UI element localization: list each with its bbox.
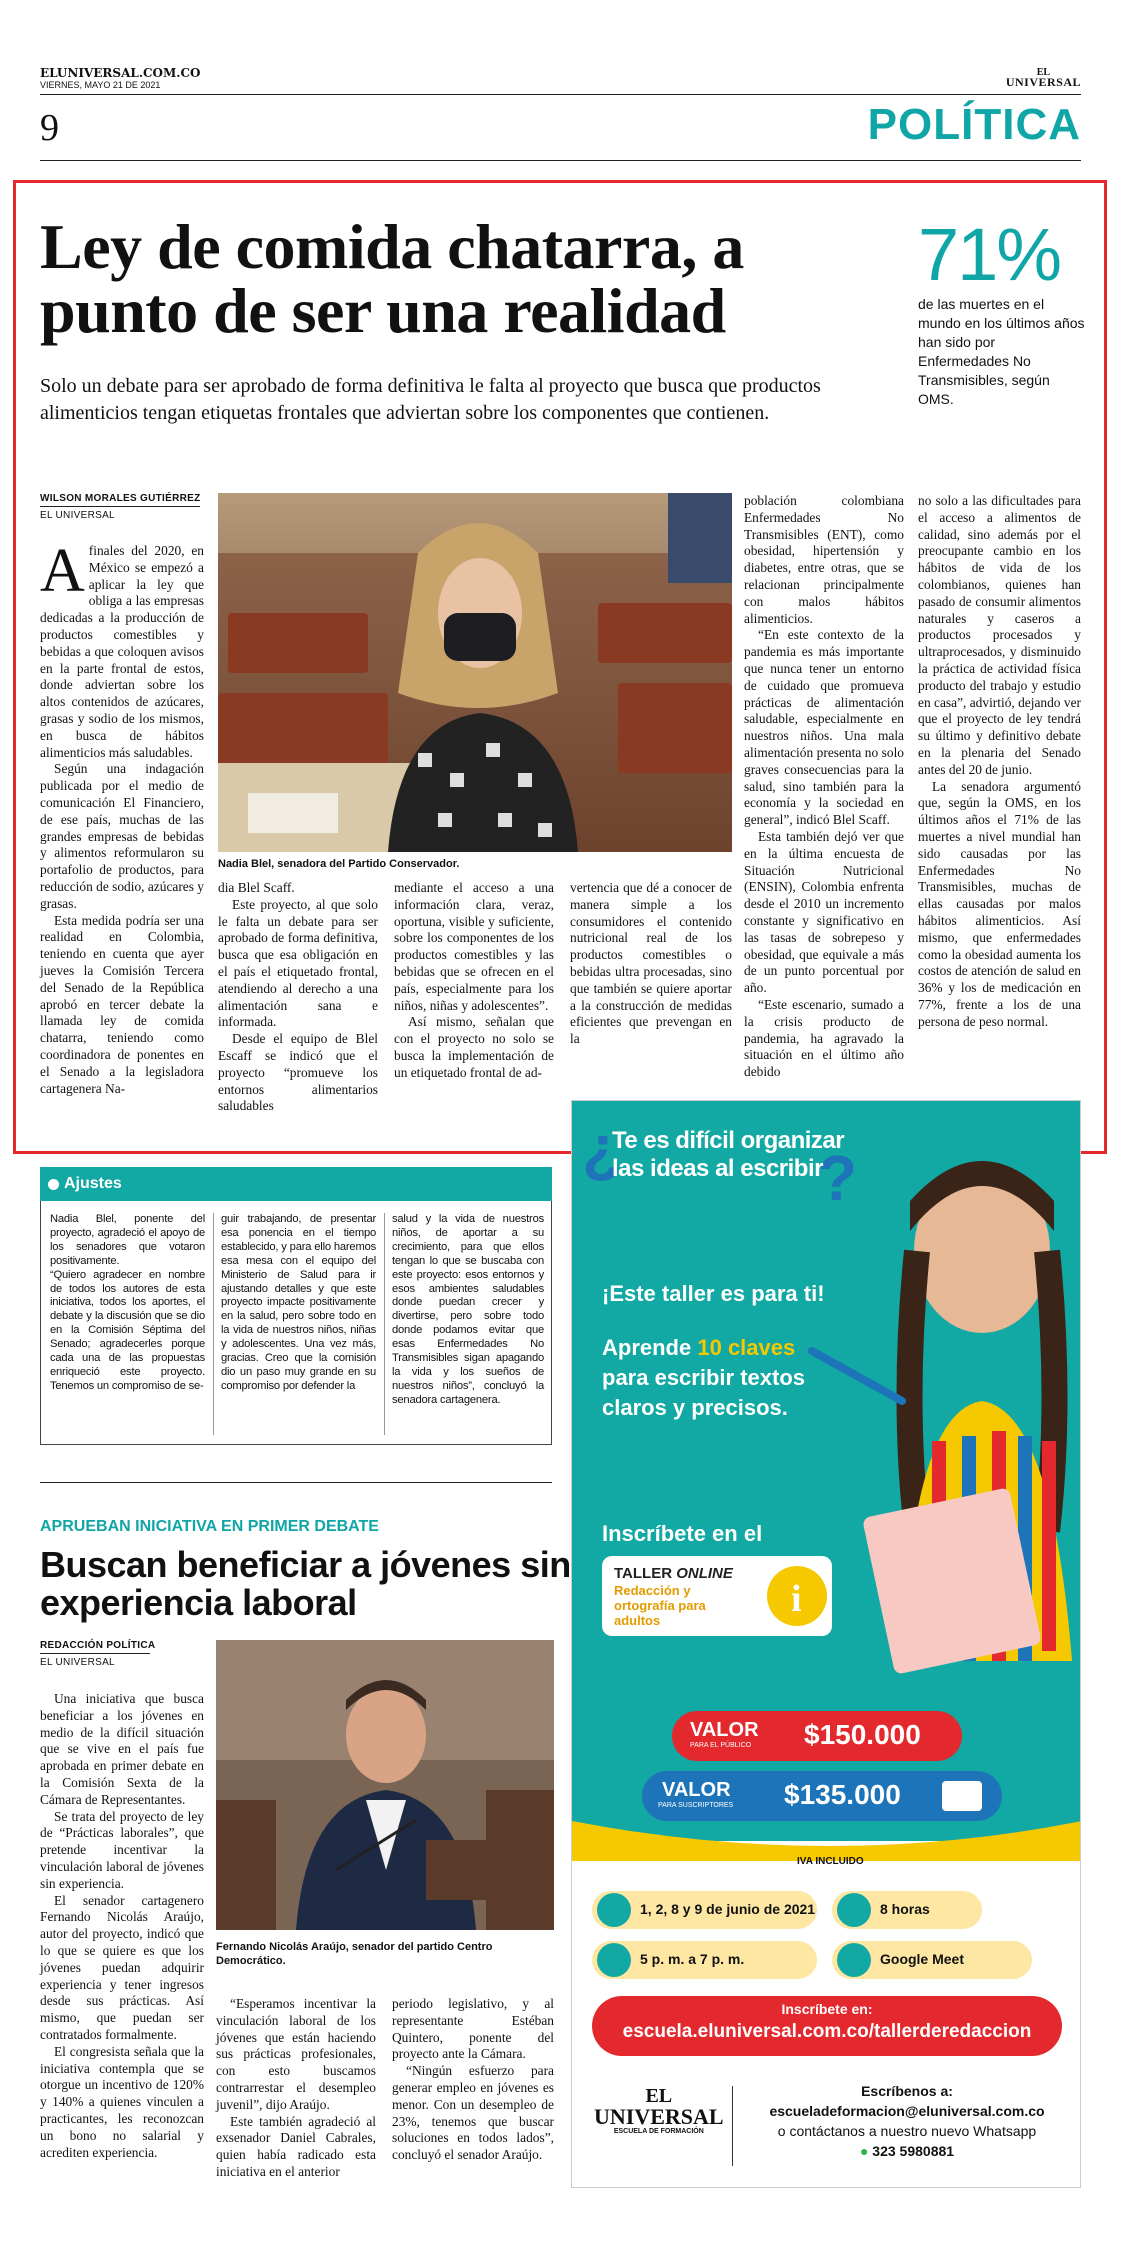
ad-time: 5 p. m. a 7 p. m. [640, 1951, 745, 1967]
paragraph: “Este escenario, sumado a la crisis producto de pandemia, ha agravado la situación en el último año debido [744, 996, 904, 1080]
main-col-4b [744, 493, 904, 1081]
paragraph: “Esperamos incentivar la vinculación laboral de los jóvenes que están haciendo sus prácticas profesionales, con esto buscamos contrarrestar el desempleo juvenil”, dijo Araújo. [216, 1996, 376, 2112]
stat-note: de las muertes en el mundo en los últimos años han sido por Enfermedades No Transmisibles, según OMS. [918, 296, 1085, 407]
paragraph: La senadora argumentó que, según la OMS, en los últimos años el 71% de las muertes a nivel mundial han sido causadas por las Enfermedades No Transmisibles, muchas de ellas causadas por malos hábitos alimenticios. Así mismo, que enfermedades como la obesidad aumenta los costos de atención de salud en 36% y los de medicación en 77%, frente a los de una persona de peso normal. [918, 778, 1081, 1029]
second-photo-caption: Fernando Nicolás Araújo, senador del partido Centro Democrático. [216, 1941, 493, 1967]
iva-note: IVA INCLUIDO [797, 1856, 864, 1867]
ajustes-col-3 [392, 1213, 544, 1408]
main-photo-caption: Nadia Blel, senadora del Partido Conservador. [218, 858, 460, 870]
paragraph: Una iniciativa que busca beneficiar a los jóvenes en medio de la difícil situación que se vive en el país fue aprobada en primer debate en la Comisión Sexta de la Cámara de Representantes. [40, 1691, 204, 1807]
page-number: 9 [40, 107, 59, 149]
paragraph: “Ningún esfuerzo para generar empleo en jóvenes es menor. Con un desempleo de 23%, tenemos que buscar soluciones en todos lados”, concluyó el senador Araújo. [392, 2063, 554, 2163]
main-col-3 [394, 880, 554, 1082]
svg-text:i: i [791, 1578, 802, 1620]
newspaper-logo [1006, 68, 1081, 88]
paragraph: Este también agradeció al exsenador Daniel Cabrales, quien había radicado esta iniciativa en el anterior [216, 2113, 376, 2179]
stat-value: 71% [918, 213, 1061, 296]
ad-question: Te es difícil organizar las ideas al escribir [612, 1127, 845, 1182]
ajustes-col-2 [221, 1213, 376, 1394]
ad-platform: Google Meet [880, 1951, 965, 1967]
paragraph: Esta también dejó ver que en la última encuesta de Situación Nutricional (ENSIN), Colombia enfrenta desde el 2010 un incremento constante y significativo en las tasas de sobrepeso y obesidad, que equivale a más de un punto porcentual por año. [744, 828, 904, 996]
question-mark-icon: ? [818, 1142, 858, 1214]
paragraph: El senador cartagenero Fernando Nicolás Araújo, autor del proyecto, indicó que lo que se quiere es que los jóvenes puedan adquirir experiencia y tener ingresos desde sus prácticas. Así mismo, que puedan ser contratados formalmente. [40, 1892, 204, 2042]
dropcap: A [40, 537, 85, 605]
price1: $150.000 [804, 1719, 921, 1750]
ad-enroll: Inscríbete en el [602, 1521, 763, 1546]
price2-label: VALOR [662, 1779, 731, 1801]
column-divider [384, 1213, 385, 1435]
paragraph: Se trata del proyecto de ley de “Prácticas laborales”, que pretende incentivar la vinculación laboral de jóvenes sin experiencia. [40, 1808, 204, 1891]
main-photo [218, 493, 732, 852]
paragraph: guir trabajando, de presentar esa ponencia en el tiempo establecido, y para ello haremos esa mesa con el equipo del Ministerio de Salud para ir ajustando detalles y que este proyecto impacte positivamente en la salud, pero sobre todo en la vida de nuestros niños, niñas y adolescentes. Una vez más, gracias. Creo que la comisión dio un paso muy grande en su compromiso por defender la [221, 1213, 376, 1392]
ajustes-col-1 [50, 1213, 205, 1394]
paragraph: “En este contexto de la pandemia es más importante que nunca tener un entorno de cuidado que promueva prácticas de alimentación saludable, especialmente en nuestros niños. Una mala alimentación presenta no solo graves consecuencias para la salud, sino también para la economía y la sociedad en general”, indicó Blel Scaff. [744, 627, 904, 828]
column-divider [732, 2086, 733, 2166]
ajustes-header [40, 1167, 552, 1201]
section-title: POLÍTICA [867, 100, 1081, 149]
paragraph: salud y la vida de nuestros niños, de aportar a su crecimiento, para que ellos tengan lo que se buscaba con este proyecto: esos entornos y esos ambientes saludables donde puedan crecer y divertirse, pero sobre todo donde podamos evitar que esas Enfermedades No Transmisibles sigan apagando la vida y los sueños de nuestros niños”, concluyó la senadora cartagenera. [392, 1213, 544, 1406]
story-rule [40, 1482, 552, 1483]
main-col-1 [40, 537, 204, 1097]
paragraph: población colombiana Enfermedades No Transmisibles (ENT), como obesidad, hipertensión y diabetes, entre otras, que se relacionan principalmente con malos hábitos alimenticios. [744, 493, 904, 626]
issue-date: VIERNES, MAYO 21 DE 2021 [40, 80, 161, 90]
ad-contact: Escríbenos a: escueladeformacion@eluniversal.com.co o contáctanos a nuestro nuevo Whatsapp ● 323 5980881 [769, 2083, 1045, 2159]
byline: REDACCIÓN POLÍTICA [40, 1640, 156, 1651]
paragraph: Según una indagación publicada por el medio de comunicación El Financiero, de ese país, muchas de las grandes empresas de bebidas y alimentos reformularon su portafolio de productos, para reducción de sodio, azúcares y grasas. [40, 761, 204, 911]
logo-universal: UNIVERSAL [1005, 75, 1081, 89]
second-col-1 [40, 1691, 204, 2161]
ad-hours: 8 horas [880, 1901, 930, 1917]
masthead-rule [40, 94, 1081, 95]
main-col-2 [218, 880, 378, 1115]
byline-outlet: EL UNIVERSAL [40, 1657, 115, 1668]
second-kicker: APRUEBAN INICIATIVA EN PRIMER DEBATE [40, 1518, 379, 1535]
badge-subtitle: Redacción y ortografía para adultos [614, 1583, 706, 1628]
site-url: ELUNIVERSAL.COM.CO [40, 66, 201, 80]
ad-dates: 1, 2, 8 y 9 de junio de 2021 [640, 1901, 816, 1917]
paragraph: vertencia que dé a conocer de manera simple a los consumidores el contenido nutricional real de los productos comestibles o bebidas ultra procesadas, sino que también se quiere aportar a la construcción de medidas eficientes que prevengan en la [570, 880, 732, 1047]
byline: WILSON MORALES GUTIÉRREZ [40, 493, 201, 504]
price1-sub: PARA EL PÚBLICO [690, 1742, 752, 1749]
logo-el: EL [1036, 67, 1051, 78]
senator-photo-illustration [216, 1640, 554, 1930]
price1-label: VALOR [690, 1719, 759, 1741]
second-photo [216, 1640, 554, 1930]
ad-logo: EL UNIVERSAL ESCUELA DE FORMACIÓN [594, 2085, 724, 2135]
main-col-5 [918, 493, 1081, 1031]
paragraph: Así mismo, señalan que con el proyecto no solo se busca la implementación de un etiquetado frontal de ad- [394, 1014, 554, 1080]
section-rule [40, 160, 1081, 161]
paragraph: no solo a las dificultades para el acceso a alimentos de calidad, sino además por el preocupante cambio en los hábitos de vida de los colombianos, quienes han pasado de consumir alimentos naturales y caseros a productos procesados y ultraprocesados, y disminuido la práctica de actividad física producto del trabajo y estudio en casa”, advirtió, dejando ver que el proyecto de ley tendrá su último y definitivo debate en la plenaria del Senado antes del 20 de junio. [918, 493, 1081, 777]
main-deck: Solo un debate para ser aprobado de forma definitiva le falta al proyecto que busca que productos alimenticios tengan etiquetas frontales que adviertan sobre los componentes que contienen. [40, 375, 821, 424]
column-divider [213, 1213, 214, 1435]
paragraph: “Quiero agradecer en nombre de todos los autores de esta iniciativa, todos los aportes, el debate y la discusión que se dio en la Comisión Séptima del Senado; agradecerles porque cada una de las propuestas enriqueció este proyecto. Tenemos un compromiso de se- [50, 1268, 205, 1392]
ad-url-label: Inscríbete en: [781, 2001, 873, 2017]
main-headline: Ley de comida chatarra, a punto de ser una realidad [40, 211, 744, 346]
paragraph: Afinales del 2020, en México se empezó a aplicar la ley que obliga a las empresas dedicadas a la producción de productos comestibles y bebidas a que coloquen avisos en la parte frontal de estos, donde adviertan sobre los altos contenidos de azúcares, grasas y sodio de los mismos, en busca de hábitos alimenticios más saludables. [40, 537, 204, 760]
paragraph: Esta medida podría ser una realidad en Colombia, teniendo en cuenta que ayer jueves la Comisión Tercera del Senado de la República aprobó en tercer debate la llamada ley de comida chatarra, teniendo como coordinadora de ponentes en el Senado a la legisladora cartagenera Na- [40, 912, 204, 1096]
paragraph: periodo legislativo, y al representante Estéban Quintero, ponente del proyecto ante la Cámara. [392, 1996, 554, 2062]
ad-url[interactable]: escuela.eluniversal.com.co/tallerderedaccion [622, 2021, 1032, 2042]
paragraph: mediante el acceso a una información clara, veraz, oportuna, visible y suficiente, sobre los componentes de los productos comestibles y las bebidas que se ofrecen en el país, especialmente para los niños, niñas y adolescentes”. [394, 880, 554, 1013]
writing-workshop-ad[interactable] [571, 1100, 1081, 2188]
byline-rule [40, 506, 200, 507]
whatsapp-icon: ● [859, 2143, 869, 2159]
ad-pitch: Aprende 10 claves para escribir textos claros y precisos. [602, 1335, 805, 1420]
ajustes-title: Ajustes [64, 1175, 122, 1192]
price2: $135.000 [784, 1779, 901, 1810]
price2-sub: PARA SUSCRIPTORES [658, 1802, 734, 1809]
ad-tagline: ¡Este taller es para ti! [602, 1281, 825, 1306]
senator-photo-illustration [218, 493, 732, 852]
paragraph: El congresista señala que la iniciativa contempla que se otorgue un incentivo de 120% y 140% a quienes vinculen a practicantes, les reconozcan un bono no salarial y acrediten experiencia. [40, 2043, 204, 2160]
byline-rule [40, 1653, 150, 1654]
bullet-icon [48, 1179, 59, 1190]
question-mark-icon: ¿ [582, 1112, 622, 1184]
paragraph: Nadia Blel, ponente del proyecto, agradeció el apoyo de los senadores que votaron positivamente. [50, 1213, 205, 1267]
paragraph: Desde el equipo de Blel Escaff se indicó que el proyecto “promueve los entornos alimentarios saludables [218, 1031, 378, 1114]
second-headline: Buscan beneficiar a jóvenes sin experiencia laboral [40, 1544, 571, 1623]
paragraph: Este proyecto, al que solo le falta un debate para ser aprobado de forma definitiva, busca que esa obligación en el país el etiquetado frontal, atendiendo al derecho a una alimentación sana e informada. [218, 896, 378, 1030]
paragraph: dia Blel Scaff. [218, 880, 295, 895]
second-col-2 [216, 1996, 376, 2181]
main-col-4a [570, 880, 732, 1048]
byline-outlet: EL UNIVERSAL [40, 510, 115, 521]
badge-title: TALLER ONLINE [614, 1565, 733, 1582]
second-col-3 [392, 1996, 554, 2164]
